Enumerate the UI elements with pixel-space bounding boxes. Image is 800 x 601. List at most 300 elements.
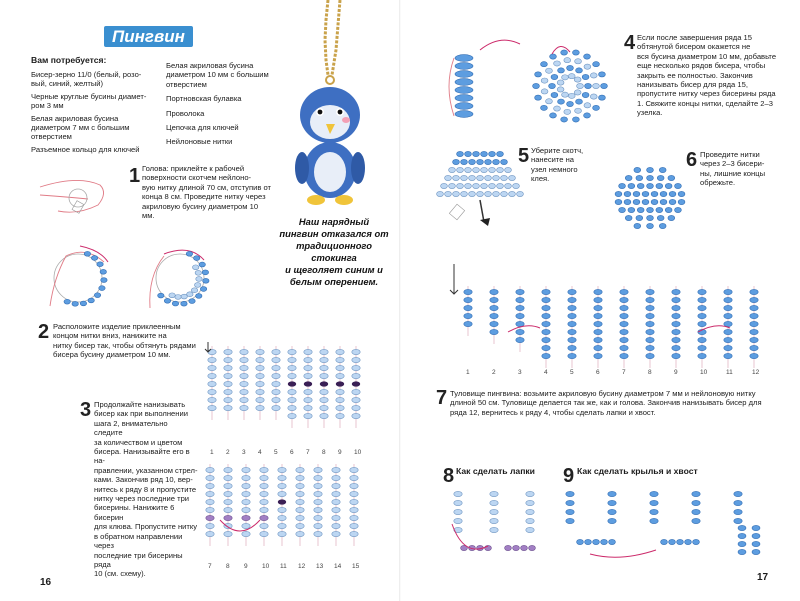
bead (566, 500, 574, 505)
bead (509, 191, 516, 196)
bead (620, 329, 628, 334)
bead (566, 491, 574, 496)
bead (601, 83, 608, 88)
step2-line: бисера бусину диаметром 10 мм. (53, 350, 171, 360)
caption-line: пингвин отказался от (279, 228, 389, 239)
materials-line: Проволока (166, 108, 205, 118)
row-label: 9 (244, 563, 248, 570)
step6-diagram (616, 160, 686, 240)
bead (192, 265, 198, 270)
bead (517, 191, 524, 196)
bead (675, 207, 682, 212)
bead (256, 405, 264, 410)
bead (175, 294, 181, 299)
bead (455, 111, 473, 118)
bead (568, 305, 576, 310)
bead (637, 207, 644, 212)
step4-line: пропустите нитку через бисерины ряда (637, 89, 776, 99)
bead (490, 313, 498, 318)
bead (181, 294, 187, 299)
bead (651, 199, 658, 204)
bead (620, 305, 628, 310)
bead (489, 183, 496, 188)
row-label: 6 (290, 449, 294, 456)
bead (646, 297, 654, 302)
bead (541, 62, 548, 67)
bead (189, 299, 195, 304)
bead (516, 289, 524, 294)
bead (481, 183, 488, 188)
bead (619, 183, 626, 188)
keychain-icon (325, 0, 340, 84)
bead (72, 301, 78, 306)
step2-line: Расположите изделие приклеенным (53, 322, 181, 331)
bead (481, 167, 488, 172)
bead (594, 297, 602, 302)
bead (314, 483, 322, 488)
bead (542, 329, 550, 334)
step3-line: правлении, указанном стрел- (94, 465, 198, 475)
bead (304, 389, 312, 394)
bead (497, 183, 504, 188)
row-label: 13 (316, 563, 324, 570)
page-gutter (399, 0, 401, 601)
bead (646, 305, 654, 310)
bead (620, 337, 628, 342)
bead (574, 90, 581, 95)
row-label: 8 (648, 369, 652, 376)
bead (187, 292, 193, 297)
bead (535, 72, 542, 77)
bead (64, 299, 70, 304)
bead (224, 349, 232, 354)
bead (624, 199, 631, 204)
bead (738, 541, 746, 546)
bead (750, 345, 758, 350)
bead (278, 523, 286, 528)
step3-line: последние три бисерины ряда (94, 550, 183, 569)
row-label: 6 (596, 369, 600, 376)
bead (668, 215, 675, 220)
bead (698, 305, 706, 310)
step1-text (142, 164, 272, 220)
bead (501, 175, 508, 180)
bead (490, 297, 498, 302)
step3-line: нитку через последние три (94, 494, 190, 504)
bead (724, 289, 732, 294)
bead (224, 475, 232, 480)
bead (513, 545, 520, 550)
bead (314, 531, 322, 536)
bead (240, 349, 248, 354)
step6-text (700, 150, 780, 188)
bead (202, 270, 208, 275)
bead (199, 262, 205, 267)
bead (693, 539, 700, 544)
bead (724, 353, 732, 358)
bead (242, 491, 250, 496)
bead (464, 313, 472, 318)
row-label: 7 (622, 369, 626, 376)
row-label: 3 (242, 449, 246, 456)
step1-line: поверхности скотчем нейлоно- (142, 173, 252, 183)
bead (350, 531, 358, 536)
bead (724, 345, 732, 350)
bead (296, 491, 304, 496)
materials-line: вый, синий, желтый) (31, 79, 104, 89)
bead (455, 63, 473, 70)
materials-item (31, 70, 171, 154)
step2-diagram (40, 236, 230, 316)
step3-line: для клюва. Пропустите нитку (94, 522, 198, 532)
bead (332, 467, 340, 472)
bead (594, 305, 602, 310)
bead (526, 500, 534, 505)
title-text: Пингвин (104, 26, 193, 47)
bead (208, 397, 216, 402)
bead (637, 183, 644, 188)
bead (620, 313, 628, 318)
bead (651, 191, 658, 196)
bead (332, 523, 340, 528)
bead (509, 175, 516, 180)
bead (647, 215, 654, 220)
step7-line: длиной 50 см. Туловище делается так же, как и голова. Закончив нанизывать бисер для (450, 398, 762, 408)
bead (206, 531, 214, 536)
bead (576, 68, 583, 73)
bead (490, 509, 498, 514)
bead (260, 483, 268, 488)
bead (240, 389, 248, 394)
bead (620, 321, 628, 326)
bead (224, 531, 232, 536)
bead (350, 467, 358, 472)
bead (461, 175, 468, 180)
bead (465, 151, 472, 156)
bead (505, 545, 512, 550)
bead (490, 500, 498, 505)
bead (272, 405, 280, 410)
bead (672, 321, 680, 326)
bead (465, 167, 472, 172)
bead (650, 509, 658, 514)
step2-line: концом нитки вниз, нанижите на (53, 331, 167, 341)
bead (566, 509, 574, 514)
step1-diagram (38, 165, 128, 225)
step6-line: ны, лишние концы (700, 168, 766, 178)
bead (752, 525, 760, 530)
bead (224, 467, 232, 472)
bead (481, 151, 488, 156)
bead (206, 499, 214, 504)
bead (206, 483, 214, 488)
bead (636, 215, 643, 220)
bead (314, 515, 322, 520)
materials-line: Белая акриловая бусина (166, 61, 254, 70)
bead (240, 373, 248, 378)
bead (206, 491, 214, 496)
caption-line: белым оперением. (289, 276, 379, 287)
bead (208, 389, 216, 394)
bead (314, 491, 322, 496)
bead (546, 99, 553, 104)
row-label: 5 (274, 449, 278, 456)
bead (567, 65, 574, 70)
bead (505, 183, 512, 188)
bead (672, 329, 680, 334)
bead (454, 500, 462, 505)
bead (260, 467, 268, 472)
bead (457, 151, 464, 156)
bead (526, 491, 534, 496)
bead (350, 475, 358, 480)
bead (240, 405, 248, 410)
bead (332, 491, 340, 496)
bead (672, 337, 680, 342)
bead (278, 467, 286, 472)
bead (521, 545, 528, 550)
bead (352, 397, 360, 402)
bead (164, 298, 170, 303)
step6-line: обрежьте. (700, 178, 736, 188)
bead (550, 113, 557, 118)
bead (675, 183, 682, 188)
step4-line: 1. Свяжите концы нитки, сделайте 2–3 (637, 98, 773, 108)
bead (724, 305, 732, 310)
bead (320, 357, 328, 362)
bead (352, 405, 360, 410)
bead (485, 175, 492, 180)
bead (242, 499, 250, 504)
bead (542, 313, 550, 318)
bead (750, 297, 758, 302)
bead (505, 167, 512, 172)
bead (620, 345, 628, 350)
bead (593, 105, 600, 110)
row-label: 15 (352, 563, 360, 570)
bead (672, 313, 680, 318)
bead (256, 373, 264, 378)
bead (568, 321, 576, 326)
bead (585, 539, 592, 544)
bead (352, 389, 360, 394)
bead (650, 500, 658, 505)
bead (453, 175, 460, 180)
bead (584, 64, 591, 69)
step5-text (531, 146, 601, 184)
bead (100, 269, 106, 274)
step8-number: 8 (443, 465, 455, 487)
bead (304, 365, 312, 370)
bead (288, 365, 296, 370)
bead (568, 337, 576, 342)
bead (272, 397, 280, 402)
bead (196, 294, 202, 299)
bead (646, 345, 654, 350)
bead (240, 397, 248, 402)
step4-line: закрыть ее полностью. Закончив (637, 70, 753, 80)
bead (698, 345, 706, 350)
bead (752, 549, 760, 554)
bead (497, 151, 504, 156)
bead (260, 491, 268, 496)
bead (554, 106, 561, 111)
bead (594, 337, 602, 342)
step7-text (450, 389, 780, 417)
bead (647, 183, 654, 188)
bead (240, 365, 248, 370)
bead (750, 321, 758, 326)
bead (576, 99, 583, 104)
bead (490, 329, 498, 334)
bead (647, 175, 654, 180)
bead (542, 353, 550, 358)
bead (256, 357, 264, 362)
bead (242, 515, 250, 520)
bead (646, 329, 654, 334)
bead (352, 413, 360, 418)
bead (485, 191, 492, 196)
bead (208, 365, 216, 370)
bead (464, 297, 472, 302)
row-label: 12 (752, 369, 760, 376)
bead (169, 293, 175, 298)
bead (541, 78, 548, 83)
bead (320, 405, 328, 410)
bead (516, 337, 524, 342)
bead (272, 389, 280, 394)
step4-line: вся бусина диаметром 10 мм, добавьте (637, 51, 777, 61)
row-label: 12 (298, 563, 306, 570)
bead (320, 365, 328, 370)
bead (647, 167, 654, 172)
bead (750, 337, 758, 342)
bead (646, 353, 654, 358)
bead (195, 270, 201, 275)
bead (561, 117, 568, 122)
bead (473, 183, 480, 188)
bead (585, 83, 592, 88)
row-label: 14 (334, 563, 342, 570)
bead (256, 389, 264, 394)
bead (336, 357, 344, 362)
bead (657, 175, 664, 180)
bead (455, 95, 473, 102)
bead (304, 381, 312, 386)
bead (172, 301, 178, 306)
bead (497, 167, 504, 172)
bead (738, 533, 746, 538)
bead (224, 381, 232, 386)
bead (336, 405, 344, 410)
bead (566, 518, 574, 523)
bead (464, 321, 472, 326)
bead (734, 509, 742, 514)
bead (256, 365, 264, 370)
bead (557, 80, 564, 85)
bead (336, 349, 344, 354)
bead (278, 475, 286, 480)
bead (698, 289, 706, 294)
bead (567, 101, 574, 106)
step3-number: 3 (80, 399, 92, 421)
bead (288, 397, 296, 402)
step5-number: 5 (518, 145, 530, 167)
bead (493, 175, 500, 180)
bead (490, 518, 498, 523)
bead (608, 518, 616, 523)
bead (336, 373, 344, 378)
step7-line: ряда 12, вернитесь к ряду 4, чтобы сделать лапки и хвост. (450, 407, 656, 417)
bead (437, 191, 444, 196)
step3-line: шага 2, внимательно следите (94, 418, 168, 438)
bead (752, 533, 760, 538)
bead (490, 527, 498, 532)
bead (224, 397, 232, 402)
bead (477, 191, 484, 196)
bead (568, 289, 576, 294)
bead (352, 373, 360, 378)
row-label: 8 (226, 563, 230, 570)
step6-line: Проведите нитки (700, 150, 760, 159)
bead (80, 301, 86, 306)
bead (529, 545, 536, 550)
bead (698, 313, 706, 318)
materials-line: Бисер-зерно 11/0 (белый, розо- (31, 70, 142, 79)
bead (242, 475, 250, 480)
row-label: 7 (306, 449, 310, 456)
bead (568, 345, 576, 350)
bead (304, 349, 312, 354)
bead (304, 413, 312, 418)
step3-text (94, 400, 198, 579)
step6-number: 6 (686, 149, 698, 171)
bead (278, 483, 286, 488)
bead (296, 499, 304, 504)
bead (489, 167, 496, 172)
materials-heading: Вам потребуется: (31, 55, 107, 65)
bead (304, 405, 312, 410)
bead (454, 509, 462, 514)
step5-line: нанесите на (531, 155, 575, 165)
bead (625, 175, 632, 180)
bead (272, 349, 280, 354)
bead (692, 518, 700, 523)
step4-line: обтянутой бисером окажется не (637, 42, 751, 52)
bead (332, 531, 340, 536)
bead (296, 515, 304, 520)
materials-line: Белая акриловая бусина (31, 113, 119, 123)
bead (568, 329, 576, 334)
bead (455, 71, 473, 78)
bead (678, 199, 685, 204)
bead (692, 500, 700, 505)
bead (659, 167, 666, 172)
bead (624, 191, 631, 196)
bead (288, 381, 296, 386)
bead (724, 337, 732, 342)
bead (332, 499, 340, 504)
bead (350, 507, 358, 512)
materials-line: ром 3 мм (31, 101, 64, 111)
bead (677, 539, 684, 544)
bead (469, 175, 476, 180)
bead (288, 373, 296, 378)
bead (272, 381, 280, 386)
bead (453, 191, 460, 196)
bead (320, 373, 328, 378)
bead (549, 83, 556, 88)
